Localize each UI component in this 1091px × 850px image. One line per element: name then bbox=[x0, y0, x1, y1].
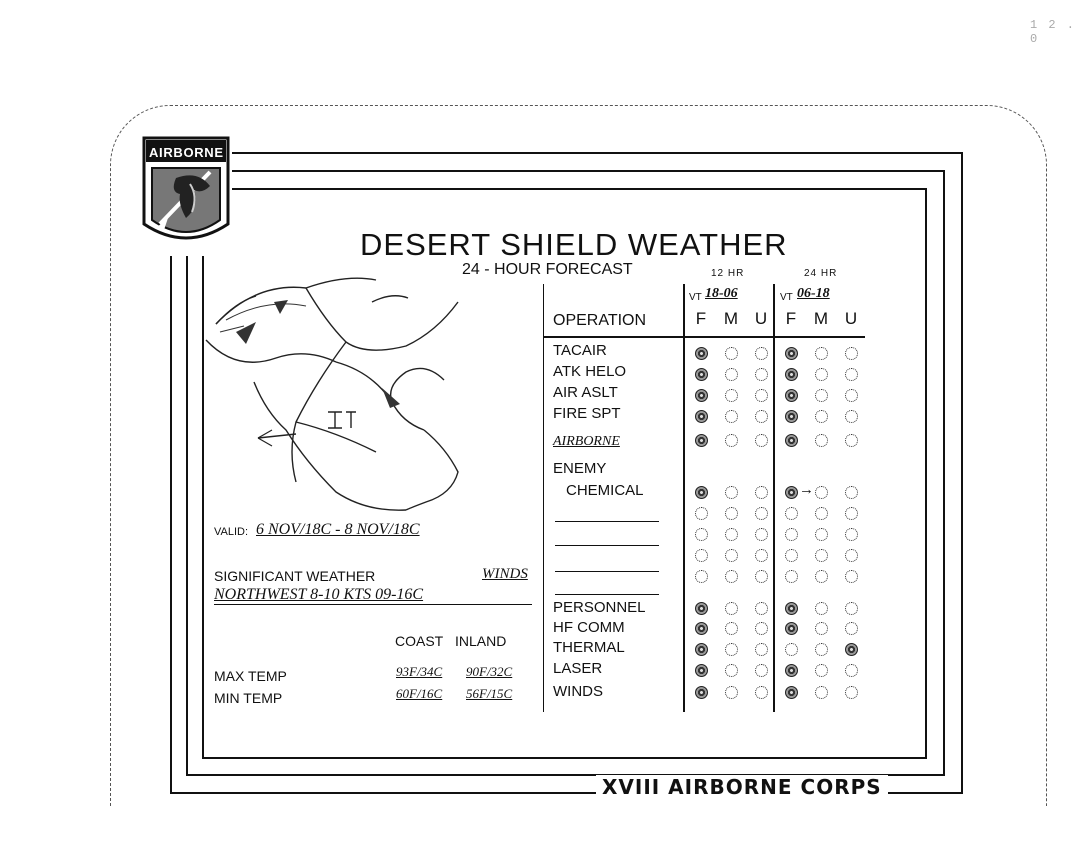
arrow-right-icon: → bbox=[799, 481, 814, 498]
status-circle bbox=[755, 389, 768, 402]
col-f-12: F bbox=[695, 309, 707, 328]
status-circle bbox=[845, 389, 858, 402]
status-circle bbox=[815, 570, 828, 583]
status-circle bbox=[845, 622, 858, 635]
op-enemy: ENEMY bbox=[553, 460, 607, 477]
status-circle bbox=[695, 347, 708, 360]
op-personnel: PERSONNEL bbox=[553, 599, 646, 616]
document-title: DESERT SHIELD WEATHER bbox=[360, 227, 788, 262]
op-fire-spt: FIRE SPT bbox=[553, 405, 621, 422]
frame-top-2 bbox=[232, 170, 944, 172]
sig-weather-underline bbox=[214, 604, 532, 605]
status-circle bbox=[785, 347, 798, 360]
status-circle bbox=[755, 507, 768, 520]
op-hf-comm: HF COMM bbox=[553, 619, 625, 636]
status-circle bbox=[755, 664, 768, 677]
status-circle bbox=[845, 549, 858, 562]
status-circle bbox=[845, 347, 858, 360]
status-circle bbox=[785, 434, 798, 447]
status-circle bbox=[815, 507, 828, 520]
status-circle bbox=[755, 347, 768, 360]
status-circle bbox=[755, 686, 768, 699]
status-circle bbox=[845, 434, 858, 447]
airborne-logo bbox=[140, 134, 232, 256]
status-circle bbox=[695, 622, 708, 635]
operation-header: OPERATION bbox=[553, 312, 647, 329]
status-circle bbox=[815, 368, 828, 381]
status-circle bbox=[725, 643, 738, 656]
op-thermal: THERMAL bbox=[553, 639, 625, 656]
status-circle bbox=[725, 368, 738, 381]
status-circle bbox=[815, 389, 828, 402]
status-circle bbox=[695, 528, 708, 541]
status-circle bbox=[725, 410, 738, 423]
max-temp-coast: 93F/34C bbox=[396, 664, 443, 679]
status-circle bbox=[815, 434, 828, 447]
status-circle bbox=[815, 686, 828, 699]
status-circle bbox=[785, 410, 798, 423]
blank-line-4 bbox=[555, 594, 659, 595]
status-circle bbox=[695, 643, 708, 656]
status-circle bbox=[695, 368, 708, 381]
status-circle bbox=[845, 528, 858, 541]
blank-line-1 bbox=[555, 521, 659, 522]
op-tacair: TACAIR bbox=[553, 342, 607, 359]
status-circle bbox=[695, 686, 708, 699]
status-circle bbox=[725, 528, 738, 541]
status-circle bbox=[785, 602, 798, 615]
status-circle bbox=[725, 434, 738, 447]
status-circle bbox=[815, 486, 828, 499]
sig-weather-label: SIGNIFICANT WEATHER bbox=[214, 568, 376, 584]
op-winds: WINDS bbox=[553, 683, 603, 700]
status-circle bbox=[755, 410, 768, 423]
status-circle bbox=[755, 622, 768, 635]
status-circle bbox=[845, 410, 858, 423]
col-u-24: U bbox=[844, 309, 858, 328]
status-circle bbox=[785, 664, 798, 677]
table-divider-mid1 bbox=[683, 284, 685, 712]
status-circle bbox=[695, 434, 708, 447]
sig-weather-value-1: WINDS bbox=[482, 566, 528, 582]
frame-left-2 bbox=[186, 256, 188, 775]
status-circle bbox=[845, 643, 858, 656]
status-circle bbox=[695, 664, 708, 677]
vt-label-24: VT bbox=[780, 292, 793, 303]
frame-right-2 bbox=[943, 170, 945, 775]
vt-label-12: VT bbox=[689, 292, 702, 303]
status-circle bbox=[725, 686, 738, 699]
status-circle bbox=[695, 549, 708, 562]
status-circle bbox=[785, 486, 798, 499]
status-circle bbox=[725, 549, 738, 562]
col-m-12: M bbox=[723, 309, 739, 328]
status-circle bbox=[845, 486, 858, 499]
status-circle bbox=[725, 602, 738, 615]
status-circle bbox=[695, 486, 708, 499]
status-circle bbox=[815, 528, 828, 541]
status-circle bbox=[755, 570, 768, 583]
status-circle bbox=[725, 570, 738, 583]
inland-header: INLAND bbox=[455, 633, 507, 649]
frame-top-3 bbox=[232, 188, 926, 190]
min-temp-label: MIN TEMP bbox=[214, 690, 283, 706]
col-m-24: M bbox=[813, 309, 829, 328]
region-map bbox=[196, 262, 541, 522]
max-temp-label: MAX TEMP bbox=[214, 668, 287, 684]
status-circle bbox=[725, 622, 738, 635]
frame-right-3 bbox=[925, 188, 927, 758]
status-circle bbox=[815, 549, 828, 562]
status-circle bbox=[725, 486, 738, 499]
vt-24-value: 06-18 bbox=[797, 286, 830, 301]
op-airborne: AIRBORNE bbox=[553, 434, 620, 449]
frame-bottom-3 bbox=[202, 757, 927, 759]
status-circle bbox=[725, 664, 738, 677]
valid-label: VALID: bbox=[214, 526, 249, 538]
status-circle bbox=[755, 486, 768, 499]
min-temp-inland: 56F/15C bbox=[466, 686, 513, 701]
op-air-aslt: AIR ASLT bbox=[553, 384, 618, 401]
status-circle bbox=[845, 507, 858, 520]
status-circle bbox=[755, 434, 768, 447]
status-circle bbox=[815, 664, 828, 677]
status-circle bbox=[695, 570, 708, 583]
status-circle bbox=[695, 389, 708, 402]
op-chemical: CHEMICAL bbox=[566, 482, 644, 499]
table-header-rule bbox=[543, 336, 865, 338]
frame-left-1 bbox=[170, 256, 172, 793]
status-circle bbox=[785, 622, 798, 635]
coast-header: COAST bbox=[395, 633, 444, 649]
status-circle bbox=[815, 347, 828, 360]
vt-12-value: 18-06 bbox=[705, 286, 738, 301]
status-circle bbox=[785, 549, 798, 562]
status-circle bbox=[815, 643, 828, 656]
status-circle bbox=[785, 368, 798, 381]
frame-right-1 bbox=[961, 152, 963, 793]
status-circle bbox=[785, 643, 798, 656]
status-circle bbox=[755, 602, 768, 615]
logo-text: AIRBORNE bbox=[149, 145, 223, 160]
header-24hr: 24 HR bbox=[804, 268, 838, 279]
status-circle bbox=[815, 602, 828, 615]
status-circle bbox=[755, 368, 768, 381]
footer-unit-name: XVIII AIRBORNE CORPS bbox=[596, 775, 888, 799]
document-subtitle: 24 - HOUR FORECAST bbox=[462, 261, 633, 278]
status-circle bbox=[785, 389, 798, 402]
status-circle bbox=[845, 368, 858, 381]
table-divider-mid2 bbox=[773, 284, 775, 712]
status-circle bbox=[695, 507, 708, 520]
status-circle bbox=[845, 602, 858, 615]
status-circle bbox=[845, 664, 858, 677]
status-circle bbox=[845, 686, 858, 699]
col-u-12: U bbox=[754, 309, 768, 328]
frame-top-1 bbox=[232, 152, 962, 154]
status-circle bbox=[725, 389, 738, 402]
status-circle bbox=[785, 507, 798, 520]
status-circle bbox=[785, 528, 798, 541]
status-circle bbox=[755, 549, 768, 562]
status-circle bbox=[695, 602, 708, 615]
col-f-24: F bbox=[785, 309, 797, 328]
op-atk-helo: ATK HELO bbox=[553, 363, 627, 380]
status-circle bbox=[785, 686, 798, 699]
status-circle bbox=[755, 528, 768, 541]
blank-line-2 bbox=[555, 545, 659, 546]
status-circle bbox=[815, 622, 828, 635]
status-circle bbox=[725, 347, 738, 360]
status-circle bbox=[845, 570, 858, 583]
status-circle bbox=[755, 643, 768, 656]
status-circle bbox=[695, 410, 708, 423]
status-circle bbox=[785, 570, 798, 583]
page-stamp: 1 2 . 0 bbox=[1030, 18, 1077, 46]
blank-line-3 bbox=[555, 571, 659, 572]
op-laser: LASER bbox=[553, 660, 603, 677]
header-12hr: 12 HR bbox=[711, 268, 745, 279]
valid-value: 6 NOV/18C - 8 NOV/18C bbox=[256, 521, 420, 538]
max-temp-inland: 90F/32C bbox=[466, 664, 513, 679]
table-divider-left bbox=[543, 284, 544, 712]
sig-weather-value-2: NORTHWEST 8-10 KTS 09-16C bbox=[214, 586, 424, 603]
status-circle bbox=[815, 410, 828, 423]
status-circle bbox=[725, 507, 738, 520]
min-temp-coast: 60F/16C bbox=[396, 686, 443, 701]
